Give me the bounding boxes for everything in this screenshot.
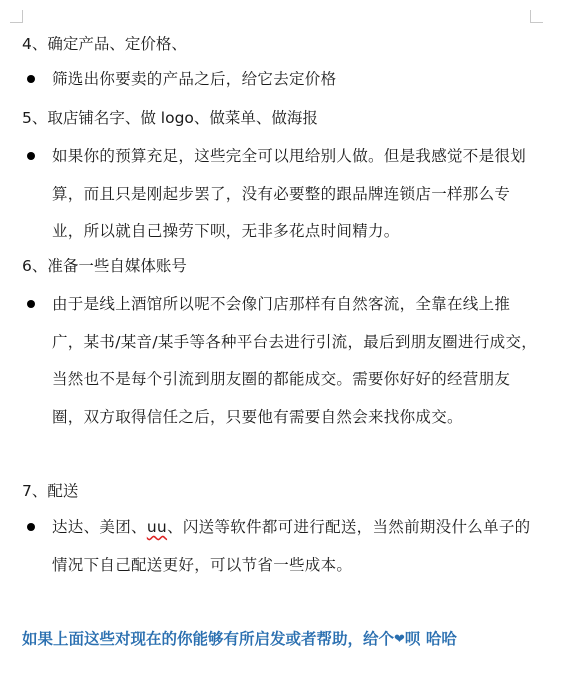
bullet-item: 如果你的预算充足，这些完全可以甩给别人做。但是我感觉不是很划算，而且只是刚起步罢了，没有必要整的跟品牌连锁店一样那么专业，所以就自己操劳下呗，无非多花点时间精力。 [52,147,527,240]
bullet-icon [27,523,35,531]
bullet-item: 由于是线上酒馆所以呢不会像门店那样有自然客流，全靠在线上推广，某书/某音/某手等各种平台去进行引流，最后到朋友圈进行成交，当然也不是每个引流到朋友圈的都能成交。需要你好好的经营朋友圈，双方取得信任之后，只要他有需要自然会来找你成交。 [52,295,538,426]
section-heading-4: 4、确定产品、定价格、 [22,35,187,53]
spellcheck-flagged-word: uu [146,518,168,536]
closing-text-before: 如果上面这些对现在的你能够有所启发或者帮助，给个 [22,630,395,648]
bullet-item [52,509,538,584]
page-corner-mark-top-left [10,10,23,23]
bullet-icon [27,300,35,308]
heart-icon: ❤ [394,632,405,647]
bullet-item: 筛选出你要卖的产品之后，给它去定价格 [52,70,337,88]
bullet-icon [27,152,35,160]
section-heading-6: 6、准备一些自媒体账号 [22,257,187,275]
closing-message [22,628,457,651]
bullet-text-part: 、闪送等软件都可进行配送，当然前期没什么单子的情况下自己配送更好，可以节省一些成本。 [52,518,531,574]
section-heading-5: 5、取店铺名字、做 logo、做菜单、做海报 [22,109,318,127]
bullet-text-part: 达达、美团、 [52,518,147,536]
bullet-icon [27,75,35,83]
page-corner-mark-top-right [530,10,543,23]
section-heading-7: 7、配送 [22,482,79,500]
closing-text-after: 呗 哈哈 [404,630,457,648]
